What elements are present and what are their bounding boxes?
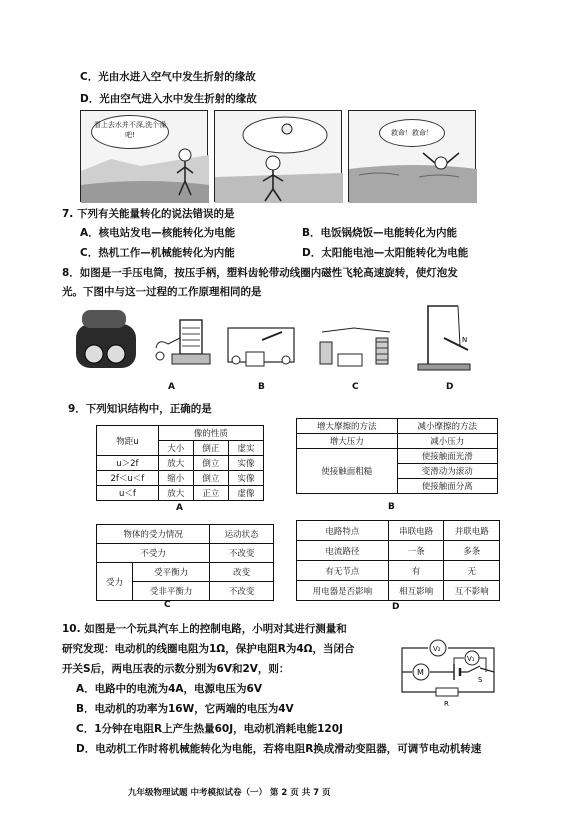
q7-stem: 7. 下列有关能量转化的说法错误的是 xyxy=(62,208,235,220)
q8-label-c: C xyxy=(352,382,359,392)
table-cell: 减小压力 xyxy=(397,434,498,449)
table-cell: 互不影响 xyxy=(444,581,500,601)
cartoon-panel-1 xyxy=(80,110,208,202)
table-cell: 使接触面光滑 xyxy=(397,449,498,464)
table-row xyxy=(297,541,500,561)
q6-option-c: C．光由水进入空气中发生折射的缘故 xyxy=(80,71,256,83)
table-cell: u＜f xyxy=(97,486,159,501)
table-cell: 无 xyxy=(444,561,500,581)
table-row xyxy=(97,563,274,582)
table-a-subheader: 虚实 xyxy=(228,441,263,456)
table-a-header-image-property: 像的性质 xyxy=(158,426,263,441)
table-a-lens-imaging xyxy=(96,425,264,501)
circuit-label-s: S xyxy=(478,676,483,684)
table-row xyxy=(297,561,500,581)
table-row xyxy=(97,471,264,486)
cartoon-scene-2 xyxy=(215,111,343,203)
cartoon-speech-bubble: 看上去水并不深,洗个澡吧! xyxy=(91,115,169,149)
table-cell: 一条 xyxy=(388,541,444,561)
q6-option-d: D．光由空气进入水中发生折射的缘故 xyxy=(80,93,257,105)
figure-b-switch-circuit xyxy=(222,322,300,374)
q7-option-c: C．热机工作—机械能转化为内能 xyxy=(80,247,235,259)
q10-line-1: 10. 如图是一个玩具汽车上的控制电路，小明对其进行测量和 xyxy=(62,623,347,635)
cartoon-scene-3 xyxy=(349,111,477,203)
q7-option-b: B．电饭锅烧饭—电能转化为内能 xyxy=(302,227,458,239)
circuit-label-m: M xyxy=(417,668,424,677)
table-cell: 倒立 xyxy=(193,456,228,471)
q8-line-1: 8．如图是一手压电筒，按压手柄，塑料齿轮带动线圈内磁性飞轮高速旋转，使灯泡发 xyxy=(62,267,458,279)
circuit-label-r: R xyxy=(444,700,449,708)
table-cell: 倒立 xyxy=(193,471,228,486)
table-cell: 受力 xyxy=(97,563,133,601)
table-a-subheader: 大小 xyxy=(158,441,193,456)
figure-c-electromagnet-circuit xyxy=(314,318,398,374)
table-b-label: B xyxy=(388,502,395,512)
table-cell: 不改变 xyxy=(210,582,274,601)
q10-line-3: 开关S后，两电压表的示数分别为6V和2V，则： xyxy=(62,663,290,675)
table-row xyxy=(97,456,264,471)
cartoon-help-bubble: 救命！救命！ xyxy=(379,119,445,147)
table-cell: 正立 xyxy=(193,486,228,501)
table-cell: 有 xyxy=(388,561,444,581)
circuit-label-v1: V₁ xyxy=(467,655,475,663)
cartoon-panel-2 xyxy=(214,110,342,202)
cartoon-scene-1 xyxy=(81,111,209,203)
table-row xyxy=(297,434,498,449)
table-b-header-decrease: 减小摩擦的方法 xyxy=(397,419,498,434)
table-cell: 放大 xyxy=(158,486,193,501)
q10-option-b: B．电动机的功率为16W，它两端的电压为4V xyxy=(76,703,294,715)
table-cell: 缩小 xyxy=(158,471,193,486)
q8-label-d: D xyxy=(446,382,454,392)
table-cell: 使接触面分离 xyxy=(397,479,498,494)
table-a-subheader: 倒正 xyxy=(193,441,228,456)
table-d-header: 串联电路 xyxy=(388,521,444,541)
table-cell: 增大压力 xyxy=(297,434,398,449)
q10-option-d: D．电动机工作时将机械能转化为电能，若将电阻R换成滑动变阻器，可调节电动机转速 xyxy=(76,743,482,755)
table-row xyxy=(97,486,264,501)
hand-flashlight-illustration xyxy=(72,306,144,374)
q8-label-b: B xyxy=(258,382,265,392)
table-cell: 相互影响 xyxy=(388,581,444,601)
table-row xyxy=(97,544,274,563)
circuit-label-v2: V₂ xyxy=(433,645,441,653)
table-cell: 多条 xyxy=(444,541,500,561)
table-cell: 用电器是否影响 xyxy=(297,581,389,601)
figure-d-oersted-apparatus xyxy=(414,298,478,374)
table-c-force-motion xyxy=(96,524,274,601)
table-row xyxy=(297,581,500,601)
table-cell: 不受力 xyxy=(97,544,210,563)
table-c-label: C xyxy=(164,600,171,610)
table-cell: 不改变 xyxy=(210,544,274,563)
table-cell: 实像 xyxy=(228,471,263,486)
table-cell: 使接触面粗糙 xyxy=(297,449,398,494)
table-cell: u＞2f xyxy=(97,456,159,471)
table-cell: 受非平衡力 xyxy=(132,582,209,601)
q7-option-d: D．太阳能电池—太阳能转化为电能 xyxy=(302,247,469,259)
figure-a-generator-apparatus xyxy=(152,318,218,374)
table-cell: 实像 xyxy=(228,456,263,471)
q8-label-a: A xyxy=(168,382,175,392)
svg-text:N: N xyxy=(462,336,468,344)
table-cell: 放大 xyxy=(158,456,193,471)
table-cell: 受平衡力 xyxy=(132,563,209,582)
table-b-header-increase: 增大摩擦的方法 xyxy=(297,419,398,434)
q10-circuit-diagram xyxy=(396,628,500,708)
q10-option-a: A．电路中的电流为4A，电源电压为6V xyxy=(76,683,262,695)
table-cell: 电流路径 xyxy=(297,541,389,561)
q9-stem: 9．下列知识结构中，正确的是 xyxy=(68,403,212,415)
table-cell: 变滑动为滚动 xyxy=(397,464,498,479)
table-d-label: D xyxy=(392,602,400,612)
q10-line-2: 研究发现：电动机的线圈电阻为1Ω，保护电阻R为4Ω，当闭合 xyxy=(62,643,355,655)
table-d-header: 电路特点 xyxy=(297,521,389,541)
q7-option-a: A．核电站发电—核能转化为电能 xyxy=(80,227,236,239)
table-b-friction-methods xyxy=(296,418,498,494)
table-c-header-motion: 运动状态 xyxy=(210,525,274,544)
table-a-label: A xyxy=(176,503,183,513)
table-cell: 改变 xyxy=(210,563,274,582)
table-cell: 2f＜u＜f xyxy=(97,471,159,486)
table-row xyxy=(297,449,498,464)
page-footer: 九年级物理试题 中考模拟试卷（一） 第 2 页 共 7 页 xyxy=(128,788,331,798)
table-d-header: 并联电路 xyxy=(444,521,500,541)
q8-line-2: 光。下图中与这一过程的工作原理相同的是 xyxy=(62,286,262,298)
table-a-header-object-distance: 物距u xyxy=(97,426,159,456)
table-d-circuit-features xyxy=(296,520,500,601)
table-cell: 有无节点 xyxy=(297,561,389,581)
table-cell: 虚像 xyxy=(228,486,263,501)
cartoon-panel-3 xyxy=(348,110,476,202)
q10-option-c: C．1分钟在电阻R上产生热量60J，电动机消耗电能120J xyxy=(76,723,343,735)
table-c-header-force: 物体的受力情况 xyxy=(97,525,210,544)
